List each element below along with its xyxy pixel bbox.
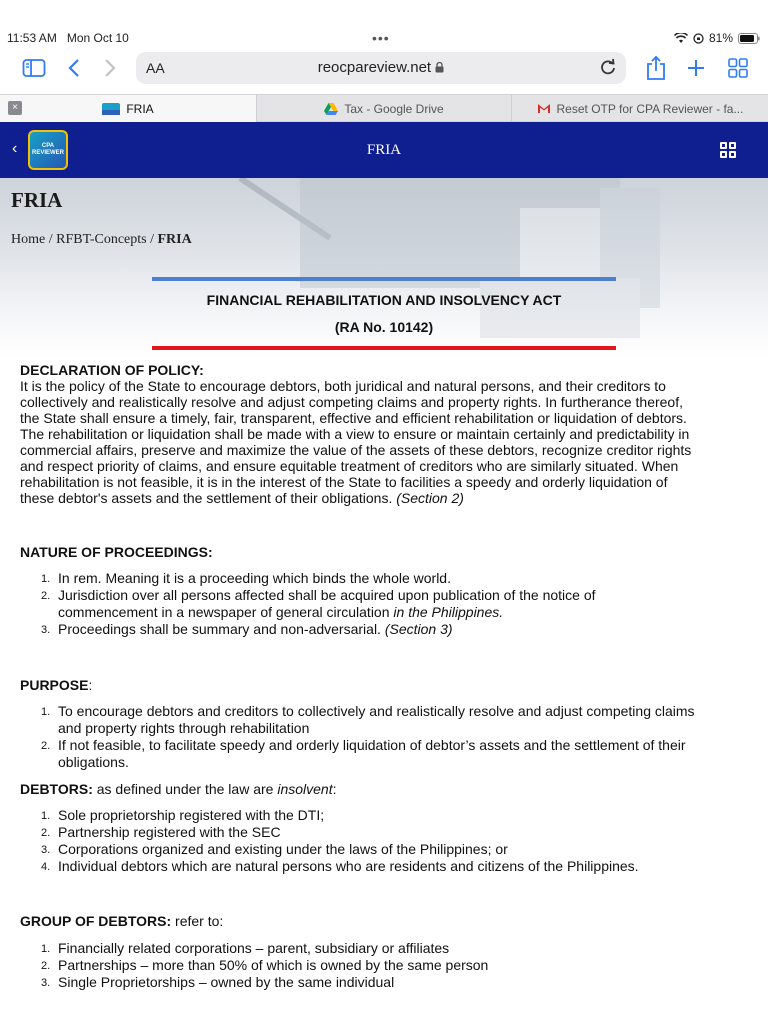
breadcrumb-current: FRIA [157, 232, 192, 247]
list-text: Single Proprietorships – owned by the same individual [58, 974, 395, 990]
breadcrumb-separator: / [45, 232, 57, 247]
address-bar[interactable] [136, 52, 626, 84]
list-text: Financially related corporations – parent, subsidiary or affiliates [58, 940, 450, 956]
gmail-icon [537, 103, 551, 114]
back-icon[interactable] [62, 56, 86, 80]
tab-label: FRIA [126, 101, 154, 116]
tab-bar [0, 94, 768, 122]
header-title: FRIA [366, 142, 402, 158]
tab-google-drive[interactable] [257, 95, 512, 122]
back-chevron-icon[interactable]: ‹ [12, 140, 18, 157]
list-number: 2. [41, 960, 51, 972]
list-item [38, 807, 750, 824]
google-drive-icon [324, 103, 338, 115]
tab-fria[interactable] [0, 95, 257, 122]
browser-toolbar [0, 48, 768, 88]
debtors-colon: : [332, 781, 337, 797]
purpose-heading [20, 677, 92, 693]
page-title: FRIA [11, 188, 63, 212]
policy-line [20, 490, 752, 506]
debtors-intro: as defined under the law are [92, 781, 278, 797]
list-text: Partnerships – more than 50% of which is owned by the same person [58, 957, 489, 973]
tab-label: Reset OTP for CPA Reviewer - fa... [556, 101, 744, 116]
time-text: 11:53 AM [7, 31, 57, 45]
list-item [38, 858, 750, 875]
list-number: 2. [41, 590, 51, 602]
multitask-dots[interactable]: ••• [372, 30, 390, 46]
list-text: Corporations organized and existing under the laws of the Philippines; or [58, 841, 508, 857]
logo-text-top: CPA [41, 143, 55, 149]
reload-icon[interactable] [598, 57, 618, 82]
url-display[interactable] [136, 59, 626, 76]
purpose-colon: : [88, 677, 93, 693]
site-header [0, 122, 768, 178]
tab-label: Tax - Google Drive [344, 101, 444, 116]
list-item [38, 587, 750, 621]
status-bar [0, 0, 768, 46]
list-number: 1. [41, 810, 51, 822]
close-tab-icon[interactable]: × [8, 101, 22, 115]
group-heading-text: GROUP OF DEBTORS: [20, 913, 172, 929]
wifi-icon [674, 33, 688, 44]
breadcrumb-separator: / [146, 232, 158, 247]
list-number: 3. [41, 624, 51, 636]
list-text: Sole proprietorship registered with the DTI; [58, 807, 325, 823]
debtors-heading-text: DEBTORS: [20, 781, 93, 797]
list-number: 2. [41, 740, 51, 752]
list-number: 3. [41, 977, 51, 989]
policy-line: The rehabilitation or liquidation shall be made with a view to ensure or maintain certainly and predictability in [20, 426, 690, 442]
date-text: Mon Oct 10 [66, 31, 129, 45]
tab-overview-icon[interactable] [726, 56, 750, 80]
list-text: obligations. [58, 754, 129, 770]
group-heading [20, 913, 223, 929]
list-number: 1. [41, 943, 51, 955]
doc-title: FINANCIAL REHABILITATION AND INSOLVENCY ACT [206, 292, 562, 308]
list-text: If not feasible, to facilitate speedy and orderly liquidation of debtor’s assets and the settlement of their [58, 737, 686, 753]
lock-icon [435, 62, 444, 73]
policy-line: rehabilitation is not feasible, it is in the interest of the State to facilities a speedy and orderly liquidation of [20, 474, 668, 490]
menu-grid-icon[interactable] [720, 142, 736, 158]
battery-percent: 81% [708, 31, 733, 45]
policy-citation: (Section 2) [396, 490, 464, 506]
blue-divider [152, 277, 616, 281]
list-number: 1. [41, 573, 51, 585]
list-text: Proceedings shall be summary and non-adversarial. [58, 621, 385, 637]
logo-text-bottom: REVIEWER [31, 150, 64, 156]
site-favicon-icon [102, 103, 120, 115]
policy-line: commercial affairs, preserve and maximize the value of the assets of these debtors, recognize creditor rights [20, 442, 692, 458]
list-text: To encourage debtors and creditors to collectively and realistically resolve and adjust competing claims [58, 703, 695, 719]
list-number: 2. [41, 827, 51, 839]
list-text: Jurisdiction over all persons affected shall be acquired upon publication of the notice of [58, 587, 596, 603]
list-text: In rem. Meaning it is a proceeding which binds the whole world. [58, 570, 451, 586]
list-item [38, 957, 750, 974]
nature-heading: NATURE OF PROCEEDINGS: [20, 544, 213, 560]
tab-gmail[interactable] [512, 95, 768, 122]
doc-subtitle: (RA No. 10142) [334, 319, 434, 335]
policy-line: It is the policy of the State to encourage debtors, both juridical and natural persons, and their creditors to [20, 378, 666, 394]
url-text: reocpareview.net [317, 59, 432, 76]
group-list [38, 940, 750, 991]
list-number: 3. [41, 844, 51, 856]
red-divider [152, 346, 616, 350]
nature-list [38, 570, 750, 638]
list-item [38, 824, 750, 841]
orientation-lock-icon [693, 33, 704, 44]
policy-last-line: these debtor's assets and the settlement of their obligations. [20, 490, 397, 506]
reader-options-button[interactable]: AA [146, 60, 165, 76]
status-right [674, 31, 760, 45]
policy-heading: DECLARATION OF POLICY: [20, 362, 204, 378]
purpose-heading-text: PURPOSE [20, 677, 89, 693]
list-text: and property rights through rehabilitation [58, 720, 310, 736]
list-item [38, 737, 750, 771]
new-tab-icon[interactable] [684, 56, 708, 80]
forward-icon[interactable] [98, 56, 122, 80]
list-italic: (Section 3) [384, 621, 453, 637]
list-number: 1. [41, 706, 51, 718]
sidebar-icon[interactable] [22, 56, 46, 80]
list-number: 4. [41, 861, 51, 873]
debtors-italic: insolvent [277, 781, 333, 797]
debtors-heading [20, 781, 336, 797]
list-item [38, 940, 750, 957]
list-item [38, 974, 750, 991]
status-time [7, 31, 129, 45]
battery-icon [738, 33, 760, 44]
list-item [38, 703, 750, 737]
policy-line: the State shall ensure a timely, fair, transparent, effective and efficient rehabilitation or liquidation of debtors. [20, 410, 687, 426]
breadcrumb [11, 232, 192, 248]
group-intro: refer to: [171, 913, 224, 929]
list-text: Individual debtors which are natural persons who are residents and citizens of the Philippines. [58, 858, 639, 874]
share-icon[interactable] [644, 56, 668, 80]
breadcrumb-section-link[interactable]: RFBT-Concepts [56, 232, 147, 247]
debtors-list [38, 807, 750, 875]
list-text: commencement in a newspaper of general circulation [58, 604, 394, 620]
list-text: Partnership registered with the SEC [58, 824, 281, 840]
breadcrumb-home-link[interactable]: Home [11, 232, 46, 247]
list-item [38, 841, 750, 858]
policy-paragraph [20, 378, 752, 506]
purpose-list [38, 703, 750, 771]
policy-line: collectively and realistically resolve and adjust competing claims and property rights. In furtherance thereof, [20, 394, 683, 410]
policy-line: and respect priority of claims, and ensure equitable treatment of creditors who are similarly situated. When [20, 458, 679, 474]
list-item [38, 570, 750, 587]
list-italic: in the Philippines. [393, 604, 504, 620]
list-item [38, 621, 750, 638]
